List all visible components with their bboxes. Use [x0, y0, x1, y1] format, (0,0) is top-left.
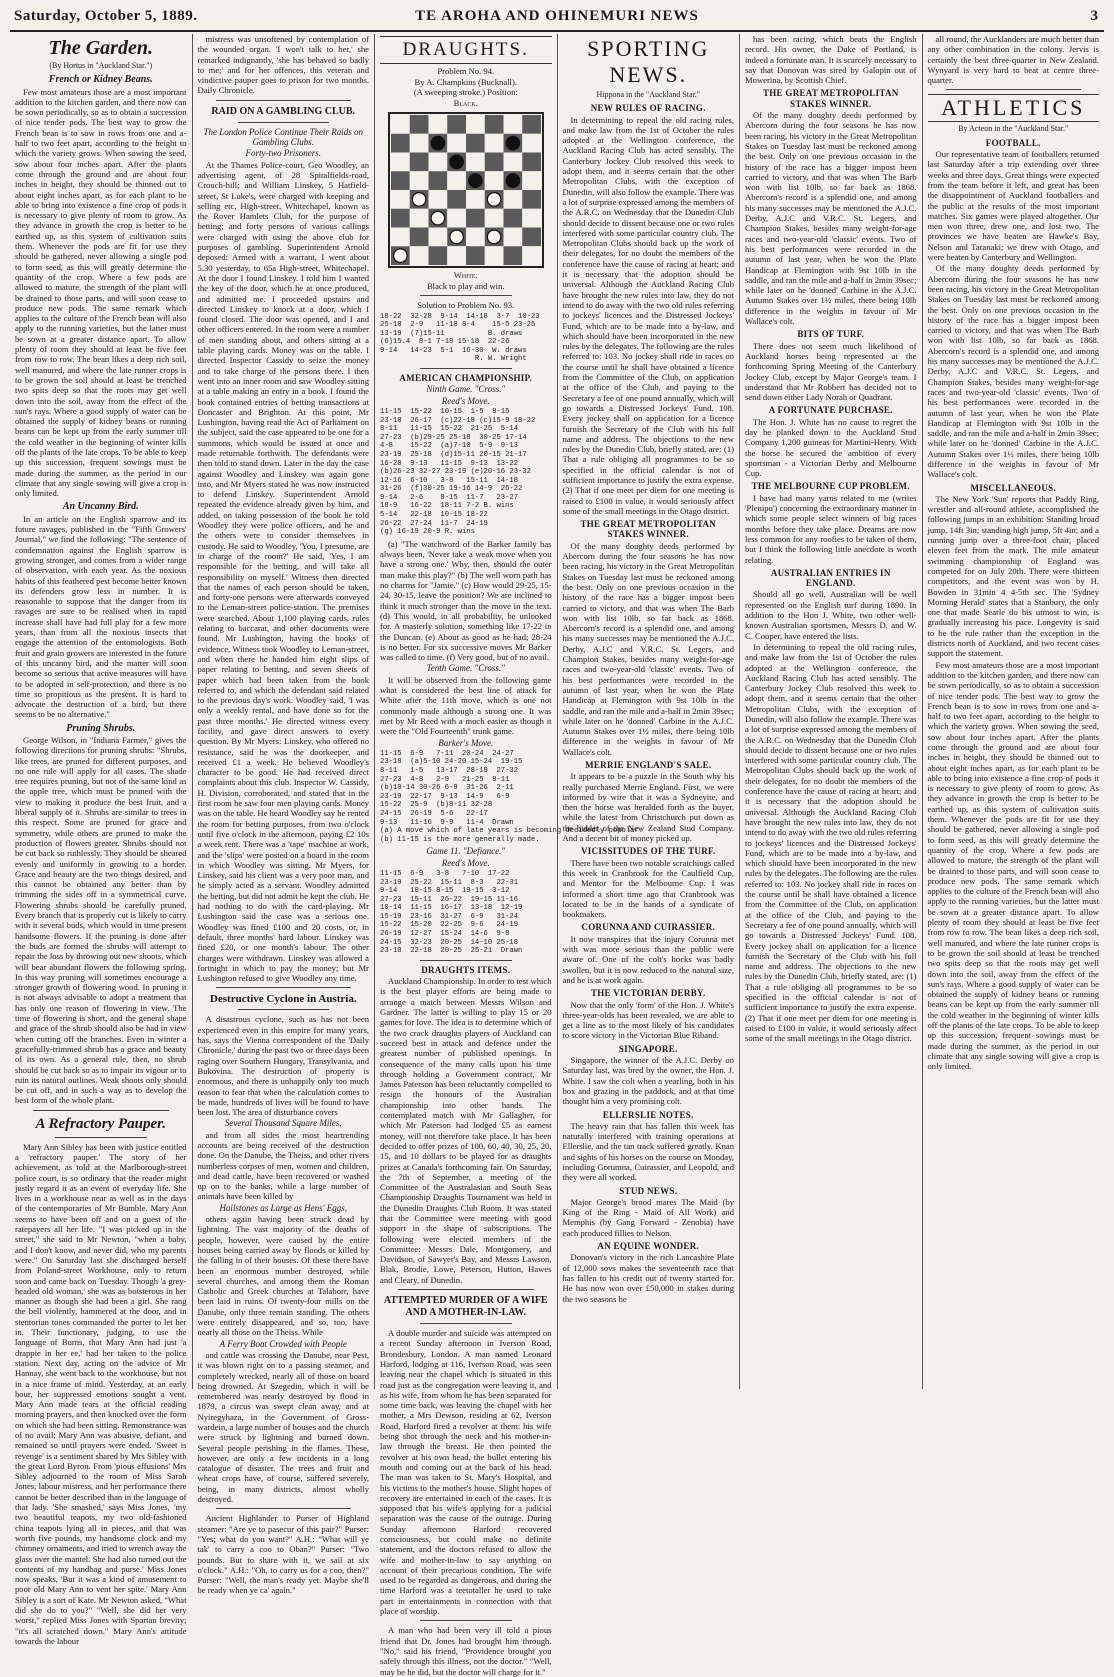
game-title: Tenth Game. "Cross.": [426, 663, 505, 674]
problem-stroke: (A sweeping stroke.) Position:: [413, 87, 518, 97]
article-body: In an article on the English sparrow and its future ravages, published in the "Fifth Growers' Journal," we find the following: "The sentence of condemnation against the English sparrow is growing stronger, and comes from a wider range of observation, with each year. As the noxious habits of this feathered pest become better known its defenders grow less in number. It is reasonable to suppose that the danger from its ravages are sure to be realised when its rapid increase shall have had full play for a few more years, than from all the noxious insects that engage the attention of the entomologists. Both fruit and grain growers are interested in the future of this uncanny bird, and the matter will soon become so serious that active measures will have to be adopted in self-protection, and there is no time so propitious as the present. It is hard to advocate the destruction of a bird, but there seems to be no alternative.": [15, 513, 187, 720]
article-body: A man who had been very ill told a pious friend that Dr. Jones had brought him through. "No," said his friend, "Providence brought you safely through this illness, not the doctor." "Well, may be he did, but the doctor will charge for it.": [380, 1625, 552, 1677]
board-square: [503, 209, 522, 228]
subheading: A Ferry Boat Crowded with People: [219, 1338, 347, 1349]
board-square: [391, 171, 410, 190]
draughts-heading: DRAUGHTS.: [380, 36, 552, 64]
board-square: [428, 153, 447, 172]
article-title: BITS OF TURF.: [797, 329, 865, 340]
article-body: Our representative team of footballers returned last Saturday after a trip extending over three weeks and three days. Great things were expected from the team before it left, and great has been the disappointment of Auckland footballers and the public at the results of the most important matches. Six games were played altogether. Our men won three, drew one, and lost two. The provinces we have beaten are Hawke's Bay, Nelson and Taranaki; we drew with Otago, and were beaten by Canterbury and Wellington.: [927, 149, 1099, 263]
article-body: In determining to repeal the old racing rules, and make law from the 1st of October the rules adopted at the Wellington conference, the Auckland Racing Club has acted sensibly. The Canterbury Jockey Club resolved this week to adopt them, and it seems certain that the other Metropolitan Clubs, with the exception of Dunedin, will also follow the example. There was a lot of surprise expressed among the members of the A.R.C. on Wednesday that the Dunedin Club should decide to dissent because one or two rules interfered with some particular country club. The Metropolitan Clubs should back up the work of their delegates, for no doubt the members of the conference have the cause of racing at heart; and it is necessary that the adoption should be universal. Although the Auckland Racing Club have brought the new rules into law, they do not intend to do away with the two old rules referring to jockeys' licences and the Distressed Jockeys' Fund, which are to be made into a by-law, and which should have been incorporated in the new rules by the delegates. The following are the rules referred to: 103. No jockey shall ride in races on the course until he shall have obtained a licence from the Committee of the Club, on application at the office of the Club, and paying to the Secretary a fee of one pound annually, which will go towards a Distressed Jockeys' Fund. 108. Every jockey shall on application for a licence furnish the Secretary of the Club with his full name and address. The objections to the new rules by the Dunedin Club, briefly stated, are: (1) That a rule obliging all programmes to be so specified in the official calendar is not of sufficient importance to justify the extra expense. (2) That if one meet per diem for one meeting is raised to £100 in value, it would seriously affect some of the small meetings in the Otago district.: [562, 114, 734, 516]
draughts-board-svg: [391, 115, 541, 265]
article-body: Singapore, the winner of the A.J.C. Derby on Saturday last, was bred by the owner, the Hon. J. White. I saw the colt when a yearling, both in his box and grazing in the paddock, and at that time thought him a very promising colt.: [562, 1055, 734, 1107]
black-label: Black.: [453, 97, 478, 108]
article-body: Major George's brood mares The Maid (by King of the Ring - Maid of All Work) and Memphis (by Gang Forward - Zenobia) have each produced fillies to Nelson.: [562, 1196, 734, 1238]
board-square: [466, 228, 485, 247]
article-body: Should all go well, Australian will be well represented on the English turf during 1890. In addition to the Hon J. White, two other well-known Australian sportsmen, Messrs D. and W. C. Cooper, have entered the lists.: [745, 589, 917, 641]
article-body: Of the many doughty deeds performed by Abercorn during the four seasons he has now been racing, his victory in the Great Metropolitan Stakes on Tuesday last must be reckoned among the best. Only on one previous occasion in the history of the race has a bigger impost been carried to victory, and that was when The Barb won with list 10lb, so far back as 1868. Abercorn's record is a splendid one, and among his many successes may be mentioned the A.J.C. Derby, A.J.C and V.R.C. St. Legers, and Champion Stakes, besides many weight-for-age races and two-year-old 'classic' events. Two of his best performances were recorded in the autumn of last year, when he won the Plate Handicap at Flemington with 9st 10lb in the saddle, and ran the mile and a-half in 2min 39sec; while later on he 'donned' Carbine in the A.J.C. Autumn Stakes over 1½ miles, there being 10lb difference in the weights in favour of Mr Wallace's colt.: [562, 540, 734, 757]
board-square: [410, 246, 429, 265]
article-title: Destructive Cyclone in Austria.: [209, 993, 357, 1006]
article-body: has been racing, which beats the English record. His owner, the Duke of Portland, is indeed a fortunate man. It is scarcely necessary to say that Donovan was sired by Galopin out of Mowerina, by Scottish Chief.: [745, 34, 917, 86]
board-square: [391, 190, 410, 209]
board-square: [391, 153, 410, 172]
board-square: [522, 190, 541, 209]
board-square: [428, 171, 447, 190]
article-body: Of the many doughty deeds performed by Abercorn during the four seasons he has now been racing, his victory in the Great Metropolitan Stakes on Tuesday last must be reckoned among the best. Only on one previous occasion in the history of the race has a bigger impost been carried to victory, and that was when The Barb won with list 10lb, so far back as 1868. Abercorn's record is a splendid one, and among his many successes may be mentioned the A.J.C. Derby, A.J.C and V.R.C. St. Legers, and Champion Stakes, besides many weight-for-age races and two-year-old 'classic' events. Two of his best performances were recorded in the autumn of last year, when he won the Plate Handicap at Flemington with 9st 10lb in the saddle, and ran the mile and a-half in 2min 39sec; while later on he 'donned' Carbine in the A.J.C. Autumn Stakes over 1½ miles, there being 10lb difference in the weights in favour of Mr Wallace's colt.: [927, 263, 1099, 480]
issue-date: Saturday, October 5, 1889.: [14, 8, 198, 24]
sporting-heading: SPORTING NEWS.: [587, 36, 710, 87]
board-square: [391, 134, 410, 153]
article-title: ATTEMPTED MURDER OF A WIFE AND A MOTHER-IN-LAW.: [383, 1295, 548, 1319]
article-title: STUD NEWS.: [619, 1185, 678, 1196]
article-title: AMERICAN CHAMPIONSHIP.: [399, 373, 533, 384]
article-body: I have had many yarns related to me (writes 'Plenipo') concerning the extraordinary manner in which some people select winners of big races months before they take place. Dreams are now less common for any roofies to be taken of them, but I think the following little anecdote is worth relating.: [745, 492, 917, 565]
article-title: MERRIE ENGLAND'S SALE.: [585, 760, 712, 770]
article-title: THE MELBOURNE CUP PROBLEM.: [751, 481, 910, 492]
board-square: [466, 246, 485, 265]
article-title: VICISSITUDES OF THE TURF.: [580, 846, 716, 857]
garden-heading: The Garden.: [48, 37, 153, 59]
article-title: SINGAPORE.: [618, 1043, 678, 1054]
divider: [420, 1323, 512, 1324]
article-body: Auckland Championship. In order to test which is the best player efforts are being made to arrange a match between Messrs Wilson and Gardner. The latter is willing to play 15 or 20 games for love. The idea is to determine which of the two crack draughts players of Auckland can succeed best in attack and defence under the greatest number of published openings. In consequence of the many calls upon his time through holding a Government contract, Mr James Paterson has been reluctantly compelled to resign the honours of the Australian championship into other hands. The contemplated match with Mr Gallagher, for which Mr Paterson had lodged £5 as earnest money, will not therefore take place. It has been decided to offer prizes of 100, 60, 40, 30, 25, 20, 15, and 10 dollars to be played for as draughts prizes at Canada's forthcoming fair. On Saturday, the 7th of September, a meeting of the Committee of the Australasian and South Seas Championship Draughts Tournament was held in the Dunedin Draughts Club Room. It was stated that the Committee were meeting with good support in the shape of subscriptions. The following were elected members of the Committee: Messrs Dale, Montgomery, and Davidson, of Sawyer's Bay, and Messrs Lawson, Blak, Brodie, Lowe, Peterson, Hutton, Hawes and Cleary, of Dunedin.: [380, 976, 552, 1285]
divider: [946, 89, 1082, 90]
board-square: [466, 134, 485, 153]
board-square: [428, 246, 447, 265]
article-body: all round, the Aucklanders are much better than any other combination in the colony. Jervis is certainly the best three-quarter in New Zealand. Wynyard is very hard to beat at centre three-quarter.: [927, 34, 1099, 86]
divider: [238, 122, 330, 123]
board-square: [503, 190, 522, 209]
article-title: THE GREAT METROPOLITAN STAKES WINNER.: [580, 519, 717, 540]
board-square: [503, 246, 522, 265]
board-square: [503, 153, 522, 172]
board-square: [522, 134, 541, 153]
article-title: A Refractory Pauper.: [35, 1115, 166, 1132]
white-piece: [393, 249, 407, 263]
column-2: [192, 34, 375, 1596]
article-title: FOOTBALL.: [985, 137, 1041, 148]
board-square: [485, 209, 504, 228]
board-square: [447, 246, 466, 265]
board-square: [447, 209, 466, 228]
draughts-board: [388, 112, 544, 268]
subheading: Several Thousand Square Miles,: [224, 1118, 342, 1129]
move-label: Reed's Move.: [441, 857, 490, 868]
board-square: [466, 115, 485, 134]
divider: [55, 1137, 147, 1138]
divider: [420, 960, 512, 961]
problem-author: By A. Champkins (Bucknall).: [414, 76, 517, 87]
board-square: [447, 115, 466, 134]
article-body: A double murder and suicide was attempted on a recent Sunday afternoon in Iverson Road, Brondesbury, London. A man named Leonard Harford, lodging at 116, Iverson Road, was seen leaving near the chapel which is situated in this road just as the congregation were leaving it, and as his wife, from whom he has been separated for some time back, was leaving the chapel with her mother, a Mrs Dewson, residing at 62, Iverson Road, Harford fired a revolver at them: his wife being shot through the neck and his mother-in-law through the breast. He then pointed the revolver at his own head, the bullet entering his mouth and coming out at the back of his head. The man was taken to St. Mary's Hospital, and his victims to the mother's house. Slight hopes of recovery are entertained in each of the cases. It is supposed that his wife's applying for a judicial separation was the cause of the outrage. During Sunday afternoon Harford recovered consciousness, but could make no definite statement, and the doctors refused to allow the wife and mother-in-law to say anything on account of their precarious condition. The wife used to be regarded as dangerous, and during the time Harford was a teetotaller he used to take part in entertainments in connection with that place of worship.: [380, 1328, 552, 1617]
divider: [216, 987, 352, 988]
board-square: [447, 171, 466, 190]
divider: [420, 1620, 512, 1621]
white-piece: [412, 193, 426, 207]
athletics-byline: By Acteon in the "Auckland Star.": [958, 124, 1069, 134]
game-moves: 11-15 6-9 3-8 7-10 17-22 23-19 25-22 15-11 8-3 22-31 9-14 10-15 8-15 19-15 3-12 27-23 15-11 26-22 19-15 11-16 10-14 11-15 16-17 13-18 12-19 15-19 23-16 31-27 6-9 31-24 15-22 15-20 22-25 9-6 24-19 26-19 12-27 15-24 14-6 9-8 24-15 32-23 20-25 14-10 25-18 23-18 22-18 20-25 25-21 Drawn: [380, 869, 523, 956]
article-body: and from all sides the most heartrending accounts are being received of the destruction done. On the Danube, the Theiss, and other rivers numberless corpses of men, women and children, and dead cattle, have been recovered or washed up on to the banks, while a large number of animals have been killed by: [197, 1129, 369, 1202]
board-square: [391, 115, 410, 134]
article-body: It appears to be a puzzle in the South why his really purchased Merrie England. First, we were informed by wire that it was a Sydneyite, and then the horse was heralded forth as the buyer, while the latest from Christchurch put down as the bidder of the New Zealand Stud Company. And a decent bit of money picked up.: [562, 771, 734, 844]
board-square: [522, 171, 541, 190]
article-body: Donovan's victory in the rich Lancashire Plate of 12,000 sovs makes the seventeenth race that has fallen to his credit out of twenty started for. He has now won over £50,000 in stakes during the two seasons he: [562, 1252, 734, 1304]
article-body: It will be observed from the following game what is considered the best line of attack for White after the 11th move, which is one not commonly made although a strong one. It was met by Mr Reed with a much easier as though it were the "Old Fourteenth" trunk game.: [380, 674, 552, 737]
board-square: [410, 228, 429, 247]
board-square: [522, 209, 541, 228]
problem-number: Problem No. 94.: [437, 66, 495, 76]
board-square: [447, 134, 466, 153]
article-body: In determining to repeal the old racing rules, and make law from the 1st of October the rules adopted at the Wellington conference, the Auckland Racing Club has acted sensibly. The Canterbury Jockey Club resolved this week to adopt them, and it seems certain that the other Metropolitan Clubs, with the exception of Dunedin, will also follow the example. There was a lot of surprise expressed among the members of the A.R.C. on Wednesday that the Dunedin Club should decide to dissent because one or two rules interfered with some particular country club. The Metropolitan Clubs should back up the work of their delegates, for no doubt the members of the conference have the cause of racing at heart; and it is necessary that the adoption should be universal. Although the Auckland Racing Club have brought the new rules into law, they do not intend to do away with the two old rules referring to jockeys' licences and the Distressed Jockeys' Fund, which are to be made into a by-law, and which should have been incorporated in the new rules by the delegates. The following are the rules referred to: 103. No jockey shall ride in races on the course until he shall have obtained a licence from the Committee of the Club, on application at the office of the Club, and paying to the Secretary a fee of one pound annually, which will go towards a Distressed Jockeys' Fund. 108. Every jockey shall on application for a licence furnish the Secretary of the Club with his full name and address. The objections to the new rules by the Dunedin Club, briefly stated, are: (1) That a rule obliging all programmes to be so specified in the official calendar is not of sufficient importance to justify the extra expense. (2) That if one meet per diem for one meeting is raised to £100 in value, it would seriously affect some of the small meetings in the Otago district.: [745, 641, 917, 1044]
to-play-note: Black to play and win.: [426, 280, 505, 291]
white-piece: [487, 193, 501, 207]
masthead: [10, 6, 1104, 32]
article-body: Few most amateurs those are a most important addition to the kitchen garden, and there now can be sown periodically, so as to obtain a succession of nice tender pods. The best way to grow the French bean is to sow in rows from one and a-half to two feet apart, according to the height to which the variety grows. When sowing the seed, sow about four inches apart. After the plants come through the ground and are about four inches in height, they should be thinned out to about eight inches apart, as for each plant to be able to bring into existence a fine crop of pods it is necessary to give plenty of room to grow. As they advance in growth the crop is better to be earthed up, as this system of cultivation suits them. Whenever the pods are fit for use they should be gathered, never allowing a single pod to form seed, as this will greatly determine the quantity of the crop. Where a few pods are allowed to mature, the strength of the plant will be drained to those parts, and will soon cease to produce new pods. The same remark which applies to the culture of the French bean will also apply to the running varieties, but the latter must be sown at a greater distance apart. To allow plenty of room they should at least be five feet from row to row. The bean likes a deep rich soil, well manured, and where the late runner crops is to be grown the soil should at least be trenched two spits deep so that the roots may get well down into the soil, away from the effect of the sun's rays. Where a good supply of water can be obtained the supply of kidney beans or running beans can be kept up from the early summer till the cold weather in the beginning of winter kills off the plants of the late crops. To be able to keep up this succession, frequent sowings must be made during the summer, as the period in our climate that any single sowing will give a crop is only limited.: [927, 659, 1099, 1072]
article-body: and cattle was crossing the Danube, near Pest, it was blown right on to a passing steamer, and completely wrecked, nearly all of those on board being drowned. At Szegedin, which it will be remembered was nearly destroyed by flood in 1879, a circus was swept clean away, and at Nyiregyhaza, in the Government of Gross-wardein, a large number of houses and the church were struck by lightning and burned down. Several people perishing in the flames. These, however, are only a few incidents in a long catalogue of disaster. The trees and fruit and wheat crops have, of course, suffered severely, being, in many districts, almost wholly destroyed.: [197, 1349, 369, 1505]
board-square: [391, 228, 410, 247]
divider: [420, 295, 512, 296]
column-3: [374, 34, 644, 1677]
black-piece: [450, 155, 464, 169]
board-square: [522, 246, 541, 265]
move-label: Reed's Move.: [441, 395, 490, 406]
page-columns: [10, 34, 1104, 1677]
divider: [420, 368, 512, 369]
article-body: The Hon. J. White has no cause to regret the day he planked down to the Auckland Stud Company 1,200 guineas for Martini-Henry. With the horse he secured the ambition of every sportsman - a Victorian Derby and Melbourne Cup.: [745, 416, 917, 479]
newspaper-title: TE AROHA AND OHINEMURI NEWS: [415, 8, 699, 24]
white-piece: [487, 230, 501, 244]
black-piece: [506, 174, 520, 188]
board-square: [503, 115, 522, 134]
board-square: [428, 115, 447, 134]
board-square: [391, 209, 410, 228]
board-square: [410, 134, 429, 153]
column-5: [739, 34, 922, 1389]
game-title: Ninth Game. "Cross.": [426, 384, 506, 395]
article-body: George Wilson, in "Indiana Farmer," gives the following directions for pruning shrubs: "Shrubs, like trees, are pruned for different purposes, and no one rule will apply for all cases. The shade tree requires pruning, but not of the same kind as the apple tree, which must be pruned with the view to making it produce the best fruit, and a liberal supply of it. Shrubs are similar to trees in this respect. Some are pruned for grace and symmetry, while others are pruned to make the production of flowers greater. Shrubs should not be cut back so ruthlessly. They should be sheared evenly and uniformly in growing to a border. Grace and beauty are the two things desired, and this cannot be obtained any better than by trimming the sides off in a symmetrical curve. Flowering shrubs should be carefully pruned. Every branch that is properly cut is likely to carry with it several buds, which would in time present handsome flowers. If the pruning is done after the buds are formed the shrubs will attempt to repair the loss by throwing out new shoots, which will bear abundant flowers the following spring. In this way pruning will sometimes encourage a stronger growth of flowering wood. In pruning it is not always advisable to adopt a treatment that has only one reason of flowering in view. The time of flowering is short, and the general shape and grace of the shrub should also be had in view when cutting off the branches. Even in winter a gracefully-trimmed shrub has a grace and beauty of its own. As a general rule, then, no shrub should be cut back so as to impair its vigour or to ruin its natural outlines. Weak shoots only should be cut off, and in such a way as to develop the best form of the whole plant.: [15, 735, 187, 1106]
board-square: [428, 228, 447, 247]
white-piece: [450, 230, 464, 244]
board-square: [466, 153, 485, 172]
subheading: The London Police Continue Their Raids on Gambling Clubs.: [203, 126, 363, 148]
article-body: There does not seem much likelihood of Auckland horses being represented at the forthcoming Spring Meeting of the Canterbury Jockey Club, except by Major George's team. I understand that Mr Robbert has decided not to send down either Lady Norah or Quadrant.: [745, 340, 917, 403]
black-piece: [431, 136, 445, 150]
game-moves: 11-15 6-9 7-11 20-24 24-27 23-18 (a)5-10 24-20 15-24 19-15 8-11 1-5 13-17 28-19 27-32 27-23 4-8 2-9 21-25 8-11 (b)10-14 30-26 6-9 31-26 2-11 23-19 22-17 9-13 14-9 6-9 15-22 25-9 (b)8-11 32-28 24-15 26-19 5-6 22-17 9-13 11-16 9-9 11-4 Drawn (a) A move which of late years is becoming decidedly popular. (b) 11-15 is the more generally made.: [380, 749, 644, 844]
article-title: CORUNNA AND CUIRASSIER.: [581, 922, 716, 933]
article-body: others again having been struck dead by lightning. The vast majority of the deaths of people, however, were caused by the entire houses being carried away by floods or killed by the falling in of their houses. Of these there have been an enormous number destroyed, while several churches, and among them the Roman Catholic and Greek churches at Talaborr, have been laid in ruins. Of twenty-four mills on the Danube, only three remain standing. The others were entirely disappeared, and so, too, have nearly all those on the Theiss. While: [197, 1214, 369, 1338]
divider: [216, 100, 352, 101]
white-piece: [431, 211, 445, 225]
article-body: At the Thames Police-court, Geo Woodley, an advertising agent, of 28 Spitalfields-road, Crouch-hill; and William Linskey, 5 Hatfield-street, St Luke's, were charged with keeping and selling etc. High-street, Whitechapel, known as the Rover Hamlets Club, for the purpose of betting; and forty persons of various callings were charged with using the above club for purposes of gambling. Superintendent Arnold deposed: Armed with a warrant, I went about 5.30 yesterday, to 65a High-street, Whitechapel. At the door I found Linskey. I told him I wanted the key of the door, which he at once produced, and admitted me. I proceeded upstairs and directed Linskey to knock at a door, which I found closed. The door was opened, and I and other officers entered. In the room were a number of men standing about, and others sitting at a table playing cards. Money was on the table. I directed Inspector Cassidy to seize the money and to take charge of the persons there. I then went into an inner room and saw Woodley sitting at a table making an entry in a book. I found the book contained entries of betting transactions at Doncaster and Brighton. At this point, Mr Lushington, having read the Act of Parliament on the subject, said the case appeared to be one for a summons, which would be issued at once and made returnable forthwith. The defendants were then told to stand down. Later in the day the case against Woodley and Linskey was again gone into, and Mr Myers stated he was now instructed to defend Linskey. Superintendent Arnold repeated the evidence already given by him, and added, on taking possession of the book he told Woodley they were police officers, and he and the others were to consider themselves in custody. He said to Woodley, 'You, I presume, are in charge of the room?' He said, 'Yes, I am responsible for the betting, and will take all responsibility on myself.' Witness then directed that the names of each person should be taken, and forty-one persons were afterwards conveyed to the Leman-street police-station. The premises were searched. About 1,100 playing cards, rules relating to baccarat, and other documents were found. Mr Lushington, having the books of evidence, Witness took Woodley to Leman-street, and when there he handed him eight slips of paper relating to betting, and seven sheets of paper which had been taken from the book referred to, and which the defendant said related to the previous day's work. Woodley said, 'I was only a weekly rental, and have done so for the past three months.' He directed witness every facility, and gave direct answers to every question. By Mr Myers: Linskey, who offered no resistance, said he was the doorkeeper, and received £1 a week. He believed Woodley's character to be good. He had received direct complaints about this club. Inspector W. Cassidy, H. Division, corroborated, and stated that in the first room he saw four men playing cards. Money was on the table. He heard Woodley say he rented the room for betting purposes, from two o'clock until five o'clock in the afternoon, paying £2 10s a week rent. There was a 'tape' machine at work, and the 'slips' were posted on a board in the room in which Woodley was sitting. Mr Myers, for Linskey, said his client was a very poor man, and he simply acted as a servant. Woodley admitted the betting, but did not admit he kept the club. He had nothing to do with the card-playing. Mr Lushington said the case was a serious one. Woodley was fined £100 and 20 costs, or, in default, three months' hard labour. Linskey was fined £20, or one month's labour. The other charges were withdrawn. Linskey was allowed a fortnight in which to pay the money; but Mr Lushington refused to give Woodley any time.: [197, 159, 369, 984]
column-1: [10, 34, 192, 1646]
board-square: [522, 115, 541, 134]
sporting-byline: Hippona in the "Auckland Star.": [596, 90, 701, 99]
article-title: AN EQUINE WONDER.: [597, 1241, 700, 1252]
article-title: RAID ON A GAMBLING CLUB.: [211, 105, 356, 117]
article-title: DRAUGHTS ITEMS.: [421, 964, 511, 975]
garden-byline: (By Hortus in "Auckland Star."): [49, 61, 153, 70]
subheading: Forty-two Prisoners.: [245, 148, 321, 159]
divider: [398, 1289, 534, 1290]
article-title: A FORTUNATE PURCHASE.: [768, 405, 893, 416]
board-square: [485, 171, 504, 190]
board-square: [410, 153, 429, 172]
article-title: ELLERSLIE NOTES.: [602, 1109, 694, 1120]
board-square: [410, 115, 429, 134]
article-body: mistress was unsoftened by contemplation of the wounded organ. 'I won't talk to her,' she remarked indignantly, 'she has behaved so badly to me;' and for her offences, this veteran and vindictive pauper goes to prison for two months. Daily Chronicle.: [197, 34, 369, 96]
article-body: The New York 'Sun' reports that Paddy Ring, wrestler and all-round athlete, accomplished the following jumps in an exhibition: Standing broad jump, 14ft 3in; standing high jump, 5ft 4in; and a running jump over a three-foot chair, placed eleven feet from the mark. The mile amateur swimming championship of England was competed for on July 20th. There were thirteen competitors, and the event was won by H. Bowden in 31min 4 4-5th sec. The 'Sydney Morning Herald' states that a Stanbury, the only one that made Searle do his utmost to win, is gradually increasing his pace. Longevity is said to be the rule rather than the exception in the districts north of Auckland, and two recent cases support the statement.: [927, 493, 1099, 659]
column-4: [557, 34, 740, 1389]
article-body: It now transpires that the injury Corunna met with was more serious than the public were aware of. One of the colt's hocks was badly swollen, but it is now reduced to the natural size, and he is at work again.: [562, 933, 734, 985]
article-body: Mary Ann Sibley has been with justice entitled a 'refractory pauper.' The story of her achievement, as told at the Marlborough-street police court, is so ordinary that the reader might justly regard it as an event of everyday life. She lives in a workhouse near as well as in the days of the contemporaries of Mr Bumble. Mary Ann seems to have been off and on a guest of the ratepayers all her life. "I was picked up in the street," she said to Mr Newton, "when a baby, and I don't know, and never did, who my parents were." On Saturday last she discharged herself from Poland-street Workhouse, only to return soon and came back on Tuesday. Though 'a grey-headed old woman,' she was as boisterous in her manner as though she had been a girl. She rang the bell violently, hammered at the door, and in stentorian tones commanded the porter to let her in. Their functionary, judging, to use the language of Burns, that Mary Ann had just 'a drappie in her ee,' had her taken to the police station. Next day, acting on the advice of Mr Hannay, she went back to the workhouse, but not in a nice frame of mind. Yesterday, at an early hour, her suppressed emotions sought a vent. Mary Ann made tears at the official reading morning prayers, and then knocked over the form on which she had been sitting. Remonstrance was of no avail; Mary Ann was abusive, defiant, and remained so until prayers were ended. 'Sweet is revenge' is a sentiment shared by Mrs Sibley with the great Lord Byron. From 'pious effusions' Mrs Sibley adjourned to the room of Miss Sarah Jones, labour mistress, and her performance there cannot be better described than in the language of that lady. 'She smashed,' says Miss Jones, 'my two beautiful teapots, my two old-fashioned china teapots lying all in pieces, and that was worth five pounds, my handsome clock and my chimney ornaments, and tried to wrench away the glass over the mantel. She had also turned out the contents of my handbag and purse.' Miss Jones now speaks, 'But it was a kind of amusement to poor old Mary Ann to vent her spite.' Mary Ann Sibley is a sort of Kate. Mr Newton asked, "What did she do to you?" "Well, she did her very worst," replied Miss Jones with Spartan brevity; "it's all scratched down." Mary Ann's attitude towards the labour: [15, 1141, 187, 1646]
article-body: Of the many doughty deeds performed by Abercorn during the four seasons he has now been racing, his victory in the Great Metropolitan Stakes on Tuesday last must be reckoned among the best. Only on one previous occasion in the history of the race has a bigger impost been carried to victory, and that was when The Barb won with list 10lb, so far back as 1868. Abercorn's record is a splendid one, and among his many successes may be mentioned the A.J.C. Derby, A.J.C and V.R.C. St. Legers, and Champion Stakes, besides many weight-for-age races and two-year-old 'classic' events. Two of his best performances were recorded in the autumn of last year, when he won the Plate Handicap at Flemington with 9st 10lb in the saddle, and ran the mile and a-half in 2min 39sec; while later on he 'donned' Carbine in the A.J.C. Autumn Stakes over 1½ miles, there being 10lb difference in the weights in favour of Mr Wallace's colt.: [745, 110, 917, 327]
black-piece: [468, 174, 482, 188]
article-body: Few most amateurs those are a most important addition to the kitchen garden, and there now can be sown periodically, so as to obtain a succession of nice tender pods. The best way to grow the French bean is to sow in rows from one and a-half to two feet apart, according to the height to which the variety grows. When sowing the seed, sow about four inches apart. After the plants come through the ground and are about four inches in height, they should be thinned out to about eight inches apart, as for each plant to be able to bring into existence a fine crop of pods it is necessary to give plenty of room to grow. As they advance in growth the crop is better to be earthed up, as this system of cultivation suits them. Whenever the pods are fit for use they should be gathered, never allowing a single pod to form seed, as this will greatly determine the quantity of the crop. Where a few pods are allowed to mature, the strength of the plant will be drained to those parts, and will soon cease to produce new pods. The same remark which applies to the culture of the French bean will also apply to the running varieties, but the latter must be sown at a greater distance apart. To allow plenty of room they should at least be five feet from row to row. The bean likes a deep rich soil, well manured, and where the late runner crops is to be grown the soil should at least be trenched two spits deep so that the roots may get well down into the soil, away from the effect of the sun's rays. Where a good supply of water can be obtained the supply of kidney beans or running beans can be kept up from the early summer till the cold weather in the beginning of winter kills off the plants of the late crops. To be able to keep up this succession, frequent sowings must be made during the summer, as the period in our climate that any single sowing will give a crop is only limited.: [15, 86, 187, 499]
move-label: Barker's Move.: [438, 737, 494, 748]
divider: [33, 1110, 169, 1111]
solution-moves: 18-22 32-28 9-14 14-18 3-7 10-23 25-18 2-9 11-18 8-4 15-5 23-25 13-19 (7)15-11 B. draws (6)15.4 8-1 7-18 15-18 22-26 9-14 14-23 5-1 16-30 W. draws R. W. Wright: [380, 312, 540, 364]
board-square: [410, 209, 429, 228]
subheading: Hailstones as Large as Hens' Eggs,: [219, 1202, 348, 1213]
article-body: The heavy rain that has fallen this week has naturally interfered with training operations at Ellerslie, and the tan track suffered greatly. Knan and sights of his horses on the course on Monday, including Gorumna, Cuirassier, and Leopold, and they were all worked.: [562, 1120, 734, 1183]
black-piece: [506, 136, 520, 150]
board-square: [485, 153, 504, 172]
column-6: [922, 34, 1105, 1389]
article-body: A disastrous cyclone, such as has not been experienced even in this empire for many years, has, says the Vienna correspondent of the 'Daily Chronicle,' during the past two or three days been raging over Southern Hungary, Transylvania, and Bukovina. The destruction of property is enormous, and there is unhappily only too much reason to fear that when the calculation comes to be made, hundreds of lives will be found to have been lost. The area of disturbance covers: [197, 1014, 369, 1118]
board-square: [522, 228, 541, 247]
game-moves: 11-15 15-22 10-15 1-5 8-15 23-18 26-17 (c)22-18 (c)15-9 18-22 8-11 11-15 15-22 21-25 5-14 27-23 (b)29-25 25-18 30-25 17-14 4-8 15-22 (a)7-10 5-9 9-13 23-19 25-18 (d)15-11 20-15 21-17 16-20 9-13 11-15 9-13 13-22 (b)26-23 32-27 23-19 (e)20-16 23-32 12-16 6-10 3-8 15-11 14-18 31-26 (f)30-25 19-16 14-9 26-22 9-14 2-6 8-15 11-7 23-27 18-9 16-22 18-11 7-2 B. wins 5-14 22-18 10-15 18-22 26-22 27-24 11-7 24-19 (g) 16-19 20-9 R. wins: [380, 407, 536, 537]
board-square: [447, 190, 466, 209]
board-square: [503, 228, 522, 247]
game-notes: (a) "The watchword of the Barker family has always been, 'Never take a weak move when you have a strong one.' Why, then, should the outer man make this play?" (b) The well worn path has no charms for "Jamie." (c) How would 29-25, 15-24, 30-15, leave the position? We are inclined to think it much stronger than the move in the text. (d) This would, in all probability, be unlooked for. A masterly solution, something like 17-22 in the Duncan. (e) About as good as he had; 28-24 is no better. For six successive moves Mr Barker was called to time. (f) Very good, but of no avail.: [380, 538, 552, 663]
board-square: [466, 190, 485, 209]
article-title: An Uncanny Bird.: [62, 501, 139, 513]
page-number: 3: [1090, 8, 1098, 24]
article-title: Pruning Shrubs.: [66, 722, 136, 734]
divider: [216, 1508, 352, 1509]
game-title: Game 11. "Defiance.": [426, 846, 506, 857]
article-title: French or Kidney Beans.: [48, 74, 153, 86]
article-body: There have been two notable scratchings called this week in Cranbrook for the Caulfield Cup, and Mentor for the Melbourne Cup. I was informed a short time ago that Cranbrook was located to be in the hands of a syndicate of bookmakers.: [562, 857, 734, 920]
board-square: [485, 134, 504, 153]
board-square: [410, 171, 429, 190]
divider: [238, 1009, 330, 1010]
article-title: THE VICTORIAN DERBY.: [590, 988, 706, 999]
white-label: White.: [453, 270, 478, 280]
article-body: Now that the only 'form' of the Hon. J. White's three-year-olds has been revealed, we are able to get a line as to the most likely of his candidates to score victory in the Victorian Blue Riband.: [562, 999, 734, 1041]
article-title: AUSTRALIAN ENTRIES IN ENGLAND.: [770, 567, 891, 589]
board-square: [428, 190, 447, 209]
athletics-heading: ATHLETICS: [928, 94, 1100, 122]
board-square: [485, 246, 504, 265]
board-square: [485, 115, 504, 134]
article-title: NEW RULES OF RACING.: [590, 103, 706, 114]
board-square: [466, 209, 485, 228]
article-body: Ancient Highlander to Purser of Highland steamer: "Are ye to pasecur of this pair?" Purser: "Yes; what do you want?" A.H.: "What will ye tak' to carry a coo to Oban?" Purser: "Two pounds. But to share with it, we sail at six o'clock." A.H.: "Oh, to carry us for a coo, then?" Purser: "Well, the man's ready yet. Maybe she'll be ready when ye ca' again.": [197, 1513, 369, 1596]
solution-title: Solution to Problem No. 93.: [417, 300, 515, 310]
article-title: THE GREAT METROPOLITAN STAKES WINNER.: [762, 88, 899, 109]
draughts-board-wrap: [380, 112, 552, 268]
article-title: MISCELLANEOUS.: [970, 482, 1056, 493]
board-square: [522, 153, 541, 172]
